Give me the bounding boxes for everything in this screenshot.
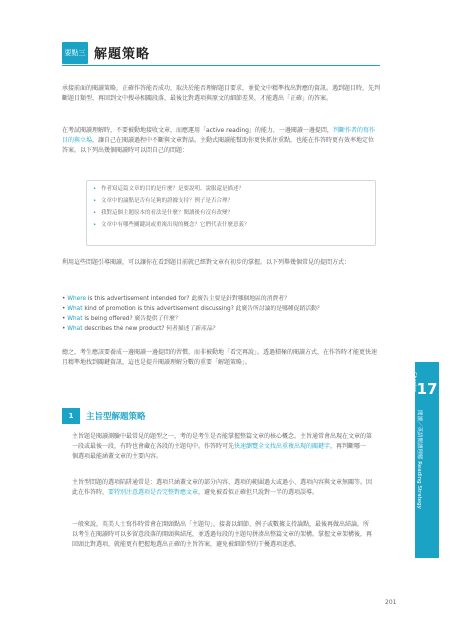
bullet-list	[93, 185, 369, 230]
chapter-number: 17	[416, 380, 438, 398]
paragraph-text: 主旨型問題的選項陷阱通常是：選項只涵蓋文章的部分內容、選項的範圍過大或過小、選項內容與文章無關等。因此在作答時，	[72, 479, 373, 496]
list-item-text: 我對這個主題原本的看法是什麼？閱讀後有沒有改變？	[101, 210, 234, 216]
bullet-icon: •	[93, 210, 97, 216]
header-divider	[62, 65, 380, 66]
main-idea-paragraph	[72, 432, 372, 462]
section-title: 解題策略	[94, 47, 151, 62]
paragraph-text: ，再判斷哪一個選項最能涵蓋文章的主要內容。	[72, 443, 367, 460]
question-intro-paragraph: 利用這些問題引導閱讀，可以讓你在看到題目前就已經對文章有初步的掌握。以下列舉幾個常見的提問方式：	[62, 259, 351, 266]
bullet-icon: •	[93, 222, 97, 228]
highlighted-text: 快速瀏覽全文找出重複出現的關鍵字	[234, 443, 331, 450]
section-header	[62, 42, 380, 66]
chapter-label: Chapter	[411, 372, 417, 392]
highlighted-text: 判斷作者的寫作目的與立場	[62, 127, 375, 144]
intro-paragraph: 承接前面的閱讀策略，正確作答能否成功，取決於能否理解題目要求，並從文中精準找出對應的資訊。遇到題目時，先判斷題目類型，再回到文中搜尋相關段落，最後比對選項與原文的細節差異，才能選出「正確」的答案。	[62, 85, 381, 102]
paragraph-text: 在考試閱讀理解時，不要被動地接收文章，而應運用「active reading」的能力，一邊閱讀一邊提問，	[62, 127, 333, 134]
question-box	[86, 180, 376, 246]
list-item: • What describes the new product? 何者描述了新產品？	[62, 326, 219, 332]
bullet-icon: •	[93, 198, 97, 204]
question-word: Where	[67, 296, 87, 302]
highlighted-text: 要特別注意選項是否完整對應文章	[108, 489, 199, 496]
chapter-title: 閱讀／英語閱讀理解 Reading Strategy	[416, 410, 422, 509]
list-item: • What is being offered? 廣告提供了什麼？	[62, 316, 181, 322]
question-word: What	[67, 316, 83, 322]
bullet-icon: •	[93, 186, 97, 192]
question-text: is being offered? 廣告提供了什麼？	[82, 316, 181, 322]
paragraph-text: 主旨題是閱讀測驗中最常見的題型之一，考的是考生是否能掌握整篇文章的核心概念。主旨通常會出現在文章的第一段或最後一段，有時也會藏在各段的主題句中。作答時可先	[72, 433, 373, 450]
question-text: describes the new product? 何者描述了新產品？	[82, 326, 219, 332]
paragraph-text: ，避免被看似正確但只說對一半的選項誤導。	[198, 489, 319, 496]
list-item	[93, 209, 369, 218]
section-tag: 要點三	[62, 42, 88, 64]
list-item-text: 文章中的論點是否有足夠的證據支持？例子是否合理？	[101, 198, 234, 204]
list-item	[93, 221, 369, 230]
active-reading-paragraph	[62, 126, 380, 156]
page-number: 201	[385, 599, 397, 606]
question-word: What	[67, 306, 83, 312]
list-item: • What kind of promotion is this advertisement discussing? 此廣告所討論的是哪種促銷活動？	[62, 306, 323, 312]
list-item	[93, 185, 369, 194]
subsection-header	[62, 408, 262, 424]
question-list	[62, 294, 380, 334]
list-item-text: 文章中有哪些關鍵詞或重複出現的概念？它們代表什麼意義？	[101, 222, 250, 228]
question-text: is this advertisement intended for? 此廣告主要是針對哪個地區的消費者？	[86, 296, 290, 302]
subsection-number: 1	[62, 408, 80, 424]
question-text: kind of promotion is this advertisement discussing? 此廣告所討論的是哪種促銷活動？	[82, 306, 323, 312]
paragraph-text: ，讓自己在閱讀過程中不斷與文章對話。主動式閱讀能幫助你更快抓住重點，也能在作答時更有效率地定位答案。以下列出幾個閱讀時可以問自己的問題：	[62, 137, 375, 154]
list-item: • Where is this advertisement intended for? 此廣告主要是針對哪個地區的消費者？	[62, 296, 290, 302]
list-item-text: 作者寫這篇文章的目的是什麼？是要說明、說服還是描述？	[101, 186, 245, 192]
summary-paragraph: 總之，考生應該要養成一邊閱讀一邊提問的習慣，而非被動地「看完再說」。透過積極的閱讀方式，在作答時才能更快速且精準地找到關鍵資訊，這也是提升閱讀理解分數的重要「解題策略」。	[62, 349, 378, 366]
list-item	[93, 197, 369, 206]
subsection-title: 主旨型解題策略	[86, 412, 146, 422]
trap-paragraph	[72, 478, 372, 498]
question-word: What	[67, 326, 83, 332]
structure-paragraph: 一般來說，英美人士寫作時常會在開頭點出「主題句」，接著以細節、例子或數據支持論點，最後再做出結論。所以考生在閱讀時可以多留意段落的開頭與結尾，並透過每段的主題句拼湊出整篇文章的架構。掌握文章架構後，再回頭比對選項，就能更有把握地選出正確的主旨答案，避免被細節型的干擾選項迷惑。	[72, 521, 373, 548]
